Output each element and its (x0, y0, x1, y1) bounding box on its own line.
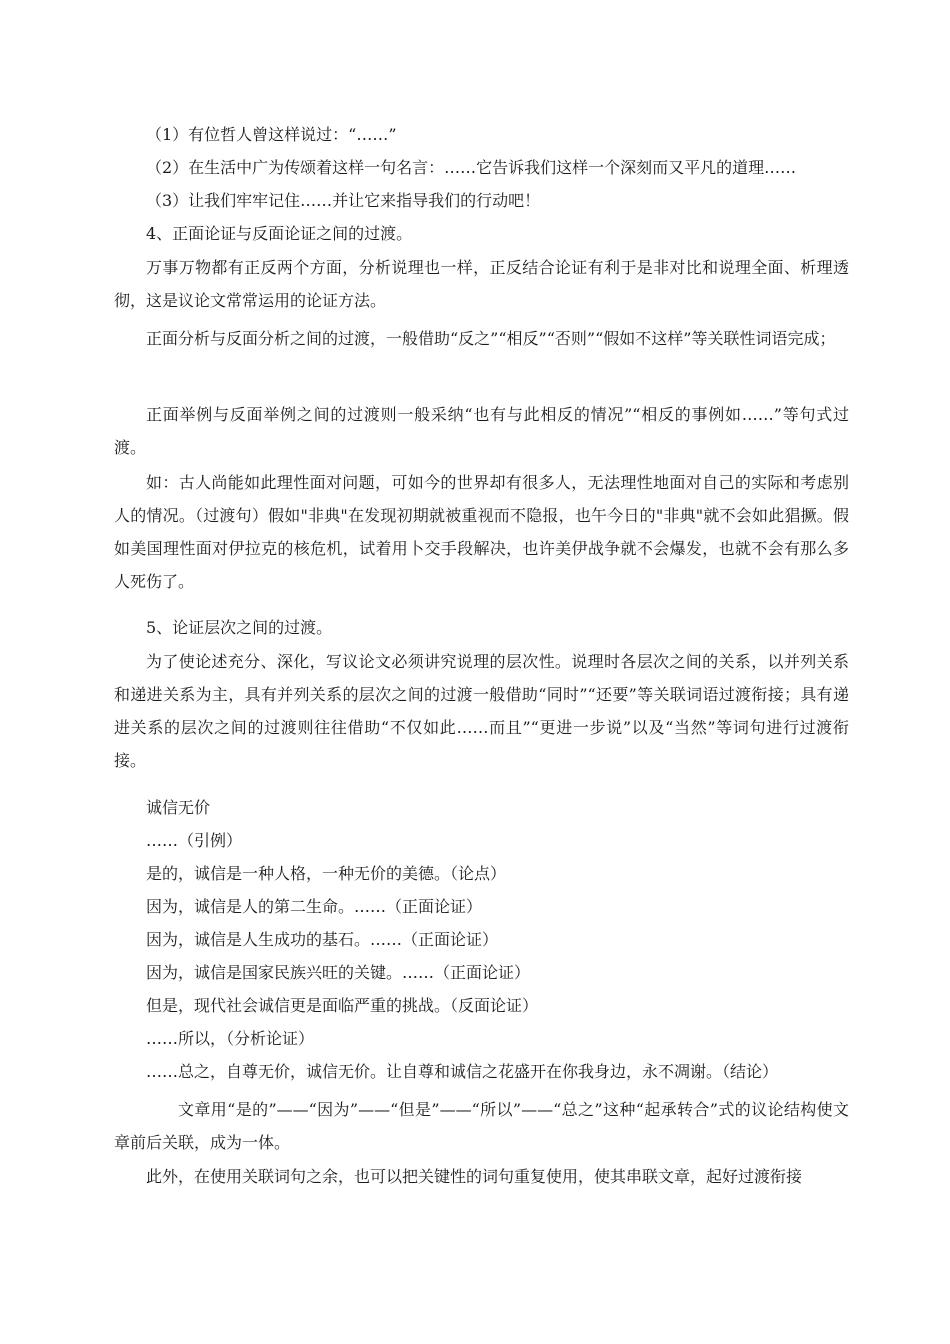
paragraph-levels: 为了使论述充分、深化，写议论文必须讲究说理的层次性。说理时各层次之间的关系，以并列关系和递进关系为主，具有并列关系的层次之间的过渡一般借助“同时”“还要”等关联词语过渡衔接；具有递进关系的层次之间的过渡则往往借助“不仅如此……而且”“更进一步说”以及“当然”等词句进行过渡衔接。 (114, 652, 849, 770)
paragraph-pros-cons: 万事万物都有正反两个方面，分析说理也一样，正反结合论证有利于是非对比和说理全面、析理透彻，这是议论文常常运用的论证方法。 (114, 258, 849, 310)
paragraph-example-transition: 正面举例与反面举例之间的过渡则一般采纳“也有与此相反的情况”“相反的事例如……”等句式过渡。 (114, 405, 849, 457)
essay-line-reason-1: 因为，诚信是人的第二生命。……（正面论证） (146, 897, 483, 916)
paragraph-analysis-transition: 正面分析与反面分析之间的过渡，一般借助“反之”“相反”“否则”“假如不这样”等关联性词语完成； (146, 329, 836, 348)
essay-line-reason-3: 因为，诚信是国家民族兴旺的关键。……（正面论证） (146, 963, 531, 982)
essay-line-thesis: 是的，诚信是一种人格，一种无价的美德。（论点） (146, 864, 507, 883)
essay-line-reason-2: 因为，诚信是人生成功的基石。……（正面论证） (146, 930, 499, 949)
essay-line-analysis: ……所以，（分析论证） (146, 1029, 315, 1048)
section-heading-4: 4、正面论证与反面论证之间的过渡。 (146, 224, 413, 243)
essay-title: 诚信无价 (146, 798, 211, 817)
essay-line-conclusion: ……总之，自尊无价，诚信无价。让自尊和诚信之花盛开在你我身边，永不凋谢。（结论） (146, 1062, 779, 1081)
paragraph-example: 如：古人尚能如此理性面对问题，可如今的世界却有很多人，无法理性地面对自己的实际和考虑别人的情况。（过渡句）假如"非典"在发现初期就被重视而不隐报，也午今日的"非典"就不会如此猖撅。假如美国理性面对伊拉克的核危机，试着用卜交手段解决，也许美伊战争就不会爆发，也就不会有那么多人死伤了。 (114, 473, 849, 591)
essay-line-counter: 但是，现代社会诚信更是面临严重的挑战。（反面论证） (146, 996, 539, 1015)
paragraph-repetition: 此外，在使用关联词句之余，也可以把关键性的词句重复使用，使其串联文章，起好过渡衔接 (146, 1167, 803, 1186)
section-heading-5: 5、论证层次之间的过渡。 (146, 618, 333, 637)
quote-template-2: （2）在生活中广为传颂着这样一句名言：……它告诉我们这样一个深刻而又平凡的道理…… (146, 158, 797, 177)
quote-template-3: （3）让我们牢牢记住……并让它来指导我们的行动吧！ (146, 191, 541, 210)
paragraph-structure: 文章用“是的”——“因为”——“但是”——“所以”——“总之”这种“起承转合”式的议论结构使文章前后关联，成为一体。 (114, 1100, 849, 1152)
essay-line-intro: ……（引例） (146, 831, 243, 850)
quote-template-1: （1）有位哲人曾这样说过：“……” (146, 125, 397, 144)
